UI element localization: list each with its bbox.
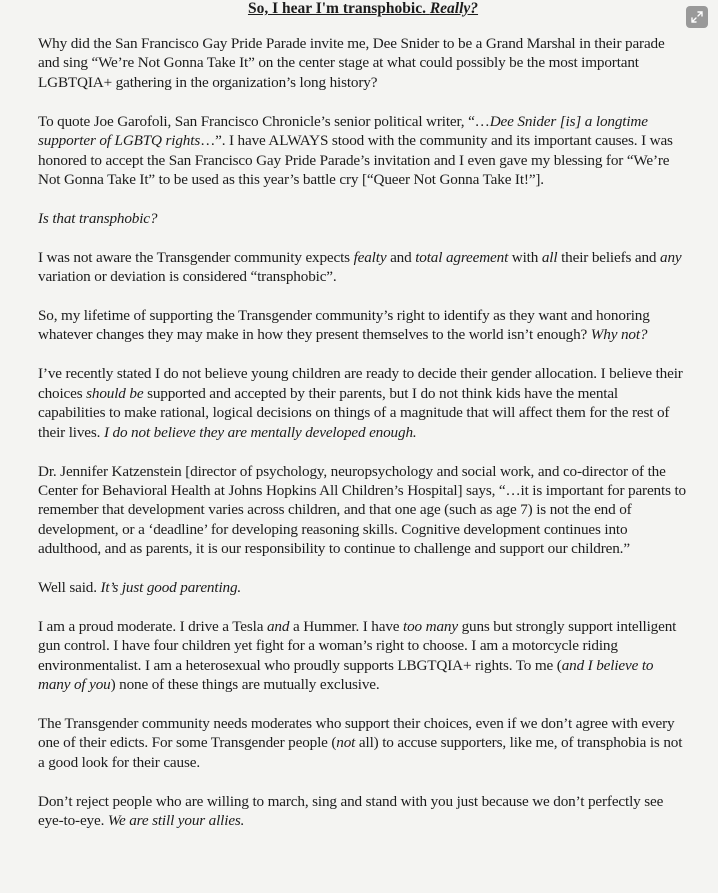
italic-run: and I believe to many of you [38, 656, 654, 694]
paragraph [38, 792, 688, 831]
italic-run: Dee Snider [is] a longtime supporter of LGBTQ rights [38, 112, 648, 150]
italic-run: Is that transphobic? [38, 209, 158, 227]
paragraph [38, 578, 688, 597]
italic-run: should be [86, 384, 144, 402]
text-run: guns but strongly support intelligent gun control. I have four children yet fight for a woman’s right to choose. I am a motorcycle riding environmentalist. I am a heterosexual who proudly supports LBGTQIA+ rights. To me ( [38, 617, 677, 674]
title-lead: So, I hear I'm transphobic. [247, 0, 426, 17]
title-emphasis: Really? [429, 0, 479, 17]
italic-run: It’s just good parenting. [100, 579, 242, 597]
italic-run: too many [403, 617, 458, 635]
text-run: with [508, 248, 542, 266]
paragraph [38, 462, 688, 559]
italic-run: total agreement [415, 248, 509, 266]
text-run: a Hummer. I have [289, 617, 404, 635]
text-run: variation or deviation is considered “transphobic”. [38, 268, 337, 286]
text-run: …”. I have ALWAYS stood with the community and its important causes. I was honored to accept the San Francisco Gay Pride Parade’s invitation and I even gave my blessing for “We’re Not Gonna Take It” to be used as this year’s battle cry [“Queer Not Gonna Take It!”]. [38, 132, 673, 188]
text-run: Well said. [38, 579, 101, 597]
text-run: their beliefs and [557, 248, 661, 266]
italic-run: fealty [353, 248, 387, 266]
italic-run: and [266, 617, 290, 635]
italic-run: not [336, 734, 356, 752]
paragraph [38, 617, 688, 695]
text-run: Don’t reject people who are willing to march, sing and stand with you just because we don’t perfectly see eye-to-eye. [38, 792, 664, 830]
text-run: supported and accepted by their parents, but I do not think kids have the mental capabilities to make rational, logical decisions on things of a magnitude that will affect them for the rest of their lives. [38, 384, 670, 441]
text-run: So, my lifetime of supporting the Transgender community’s right to identify as they want and honoring whatever changes they may make in how they present themselves to the world isn’t enough? [38, 307, 650, 344]
italic-run: I do not believe they are mentally developed enough. [103, 423, 417, 441]
text-run: I am a proud moderate. I drive a Tesla [38, 617, 267, 635]
text-run: Dr. Jennifer Katzenstein [director of psychology, neuropsychology and social work, and co-director of the Center for Behavioral Health at Johns Hopkins All Children’s Hospital] says, “…it is important for parents to remember that development varies across children, and that one age (such as age 7) is not the end of development, or a ‘deadline’ for developing reasoning skills. Cognitive development continues into adulthood, and as parents, it is our responsibility to continue to challenge and support our children.” [38, 462, 686, 558]
italic-run: any [660, 248, 682, 266]
italic-run: all [541, 248, 558, 266]
text-run: I was not aware the Transgender community expects [38, 248, 354, 266]
document-body [38, 34, 688, 831]
text-run: The Transgender community needs moderates who support their choices, even if we don’t agree with every one of their edicts. For some Transgender people ( [38, 715, 675, 752]
italic-run: We are still your allies. [107, 812, 245, 830]
paragraph [38, 248, 688, 287]
text-run: all) to accuse supporters, like me, of transphobia is not a good look for their cause. [38, 734, 683, 771]
text-run: I’ve recently stated I do not believe young children are ready to decide their gender allocation. I believe their choices [38, 365, 683, 402]
italic-run: Why not? [590, 326, 648, 344]
text-run: To quote Joe Garofoli, San Francisco Chronicle’s senior political writer, “… [38, 112, 490, 130]
paragraph [38, 714, 688, 772]
paragraph [38, 306, 688, 345]
text-run: ) none of these things are mutually exclusive. [110, 676, 380, 694]
paragraph [38, 209, 688, 228]
paragraph [38, 34, 688, 92]
expand-arrows-icon[interactable] [686, 6, 708, 28]
paragraph [38, 112, 688, 190]
text-run: and [386, 248, 416, 266]
text-run: Why did the San Francisco Gay Pride Parade invite me, Dee Snider to be a Grand Marshal in their parade and sing “We’re Not Gonna Take It” on the center stage at what could possibly be the most important LGBTQIA+ gathering in the organization’s long history? [38, 35, 665, 91]
paragraph [38, 364, 688, 442]
document-title [38, 0, 688, 18]
